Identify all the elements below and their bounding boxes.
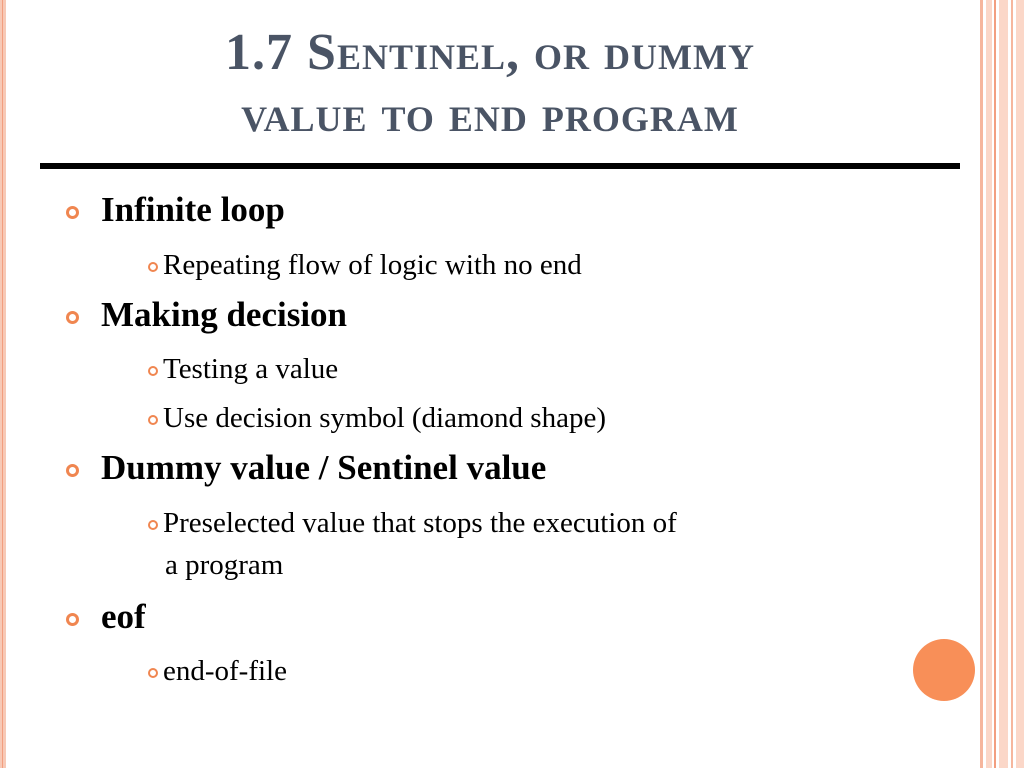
sub-bullet-text: Preselected value that stops the execution of <box>163 507 677 539</box>
bullet-circle-icon <box>66 464 79 477</box>
slide-title-line-1: 1.7 Sentinel, or dummy <box>225 24 755 81</box>
bullet-circle-icon <box>148 668 158 678</box>
sub-bullet-item <box>148 397 606 439</box>
bullet-item <box>66 190 285 230</box>
bullet-circle-icon <box>66 311 79 324</box>
bullet-circle-icon <box>148 366 158 376</box>
bullet-item <box>66 295 347 335</box>
sub-bullet-item <box>148 502 677 544</box>
bullet-text: eof <box>101 597 146 636</box>
sub-bullet-item <box>148 348 338 390</box>
bullet-text: Dummy value / Sentinel value <box>101 448 547 487</box>
sub-bullet-item <box>148 650 287 692</box>
bullet-text: Making decision <box>101 295 348 334</box>
sub-bullet-continuation <box>165 544 283 586</box>
bullet-item <box>66 448 546 488</box>
sub-bullet-text: Testing a value <box>163 353 339 385</box>
sub-bullet-text: Use decision symbol (diamond shape) <box>163 402 606 434</box>
bullet-circle-icon <box>148 262 158 272</box>
bullet-circle-icon <box>66 206 79 219</box>
bullet-circle-icon <box>66 613 79 626</box>
bullet-text: Infinite loop <box>101 190 285 229</box>
sub-bullet-text: Repeating flow of logic with no end <box>163 249 582 281</box>
sub-bullet-text: end-of-file <box>163 655 287 687</box>
bullet-circle-icon <box>148 520 158 530</box>
sub-bullet-text: a program <box>165 549 284 581</box>
accent-circle <box>913 639 975 701</box>
slide-title-line-2: value to end program <box>241 86 739 143</box>
bullet-circle-icon <box>148 415 158 425</box>
sub-bullet-item <box>148 244 582 286</box>
bullet-item <box>66 597 146 637</box>
